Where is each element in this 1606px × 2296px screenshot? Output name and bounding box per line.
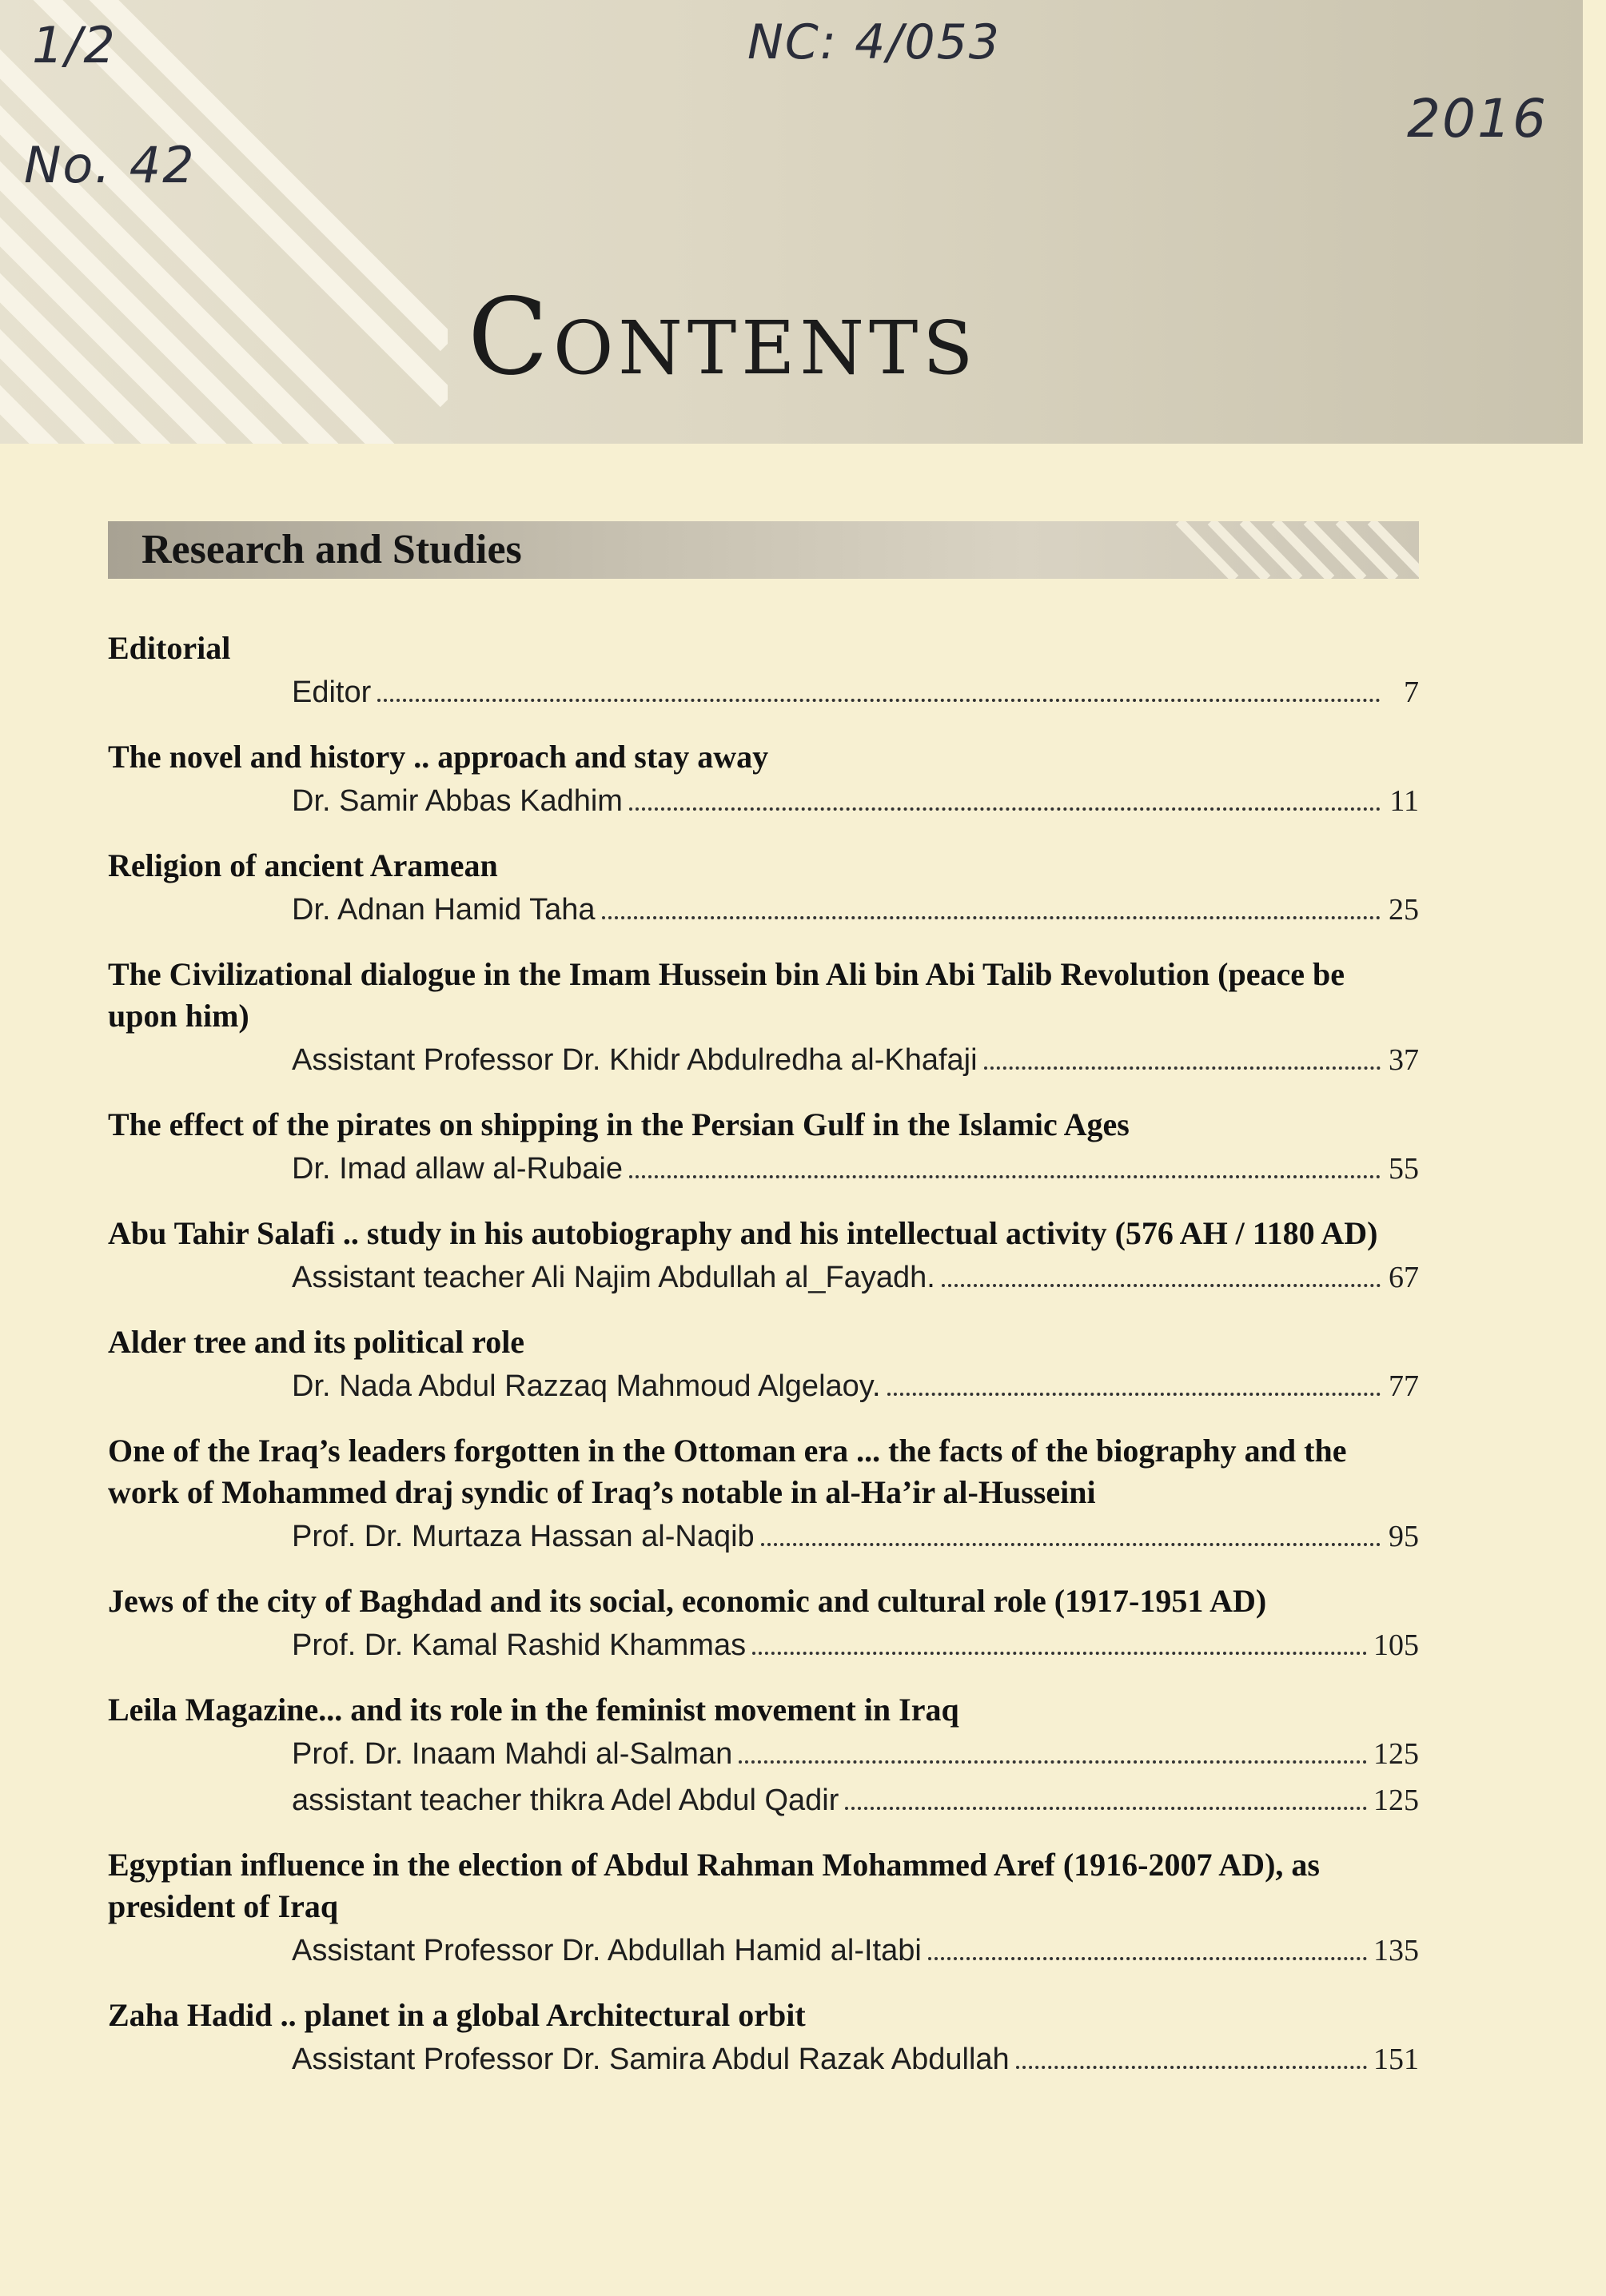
author-name: Prof. Dr. Murtaza Hassan al-Naqib: [292, 1520, 755, 1553]
page-number: 67: [1389, 1261, 1419, 1294]
dot-leader: [984, 1066, 1381, 1070]
section-title: Research and Studies: [141, 527, 522, 572]
author-name: Dr. Adnan Hamid Taha: [292, 893, 596, 927]
author-row: [108, 1622, 1419, 1668]
table-of-contents: [108, 628, 1419, 2103]
entry-title: Jews of the city of Baghdad and its social, economic and cultural role (1917-1951 AD): [108, 1583, 1267, 1619]
author-name: Assistant teacher Ali Najim Abdullah al_Fayadh.: [292, 1261, 935, 1294]
author-row: [108, 1363, 1419, 1409]
author-name: Assistant Professor Dr. Abdullah Hamid al-Itabi: [292, 1934, 922, 1967]
dot-leader: [629, 807, 1381, 811]
dot-leader: [602, 915, 1381, 919]
toc-entry: [108, 1104, 1419, 1192]
author-row: [108, 1927, 1419, 1974]
author-name: Dr. Samir Abbas Kadhim: [292, 784, 623, 818]
author-row: [108, 1254, 1419, 1301]
dot-leader: [761, 1542, 1381, 1546]
toc-entry: [108, 1430, 1419, 1560]
page-number: 55: [1389, 1152, 1419, 1186]
dot-leader: [629, 1174, 1381, 1178]
toc-entry: [108, 1995, 1419, 2083]
entry-title: The Civilizational dialogue in the Imam Hussein bin Ali bin Abi Talib Revolution (peace be upon him): [108, 956, 1345, 1034]
handwritten-nc-code: NC: 4/053: [747, 14, 1001, 70]
author-row: [108, 778, 1419, 824]
author-name: Dr. Imad allaw al-Rubaie: [292, 1152, 623, 1186]
dot-leader: [377, 698, 1381, 702]
entry-title: Egyptian influence in the election of Abdul Rahman Mohammed Aref (1916-2007 AD), as president of Iraq: [108, 1847, 1320, 1924]
entry-title: Alder tree and its political role: [108, 1324, 525, 1360]
dot-leader: [752, 1651, 1367, 1655]
handwritten-issue-number: No. 42: [24, 136, 196, 194]
toc-entry: [108, 736, 1419, 824]
section-header-bar: [108, 521, 1419, 579]
author-name: Prof. Dr. Inaam Mahdi al-Salman: [292, 1737, 733, 1771]
entry-title: Zaha Hadid .. planet in a global Architectural orbit: [108, 1997, 806, 2033]
author-row: [108, 887, 1419, 933]
author-row: [108, 1777, 1419, 1824]
author-name: Prof. Dr. Kamal Rashid Khammas: [292, 1628, 747, 1662]
handwritten-fraction: 1/2: [32, 16, 117, 74]
toc-entry: [108, 954, 1419, 1083]
page-number: 37: [1389, 1043, 1419, 1077]
toc-entry: [108, 845, 1419, 933]
entry-title: Leila Magazine... and its role in the feminist movement in Iraq: [108, 1692, 959, 1728]
author-row: [108, 1146, 1419, 1192]
author-row: [108, 1037, 1419, 1083]
author-name: Editor: [292, 676, 372, 709]
author-row: [108, 1731, 1419, 1777]
toc-entry: [108, 628, 1419, 716]
page-number: 125: [1373, 1737, 1419, 1771]
author-name: Assistant Professor Dr. Khidr Abdulredha al-Khafaji: [292, 1043, 978, 1077]
toc-entry: [108, 1844, 1419, 1974]
page-number: 25: [1389, 893, 1419, 927]
author-row: [108, 1513, 1419, 1560]
page-number: 7: [1404, 676, 1419, 709]
toc-entry: [108, 1321, 1419, 1409]
dot-leader: [845, 1806, 1367, 1810]
entry-title: One of the Iraq’s leaders forgotten in the Ottoman era ... the facts of the biography and the work of Mohammed draj syndic of Iraq’s notable in al-Ha’ir al-Husseini: [108, 1433, 1347, 1510]
author-name: Assistant Professor Dr. Samira Abdul Razak Abdullah: [292, 2043, 1010, 2076]
toc-entry: [108, 1689, 1419, 1824]
page-number: 105: [1373, 1628, 1419, 1662]
dot-leader: [1016, 2065, 1367, 2069]
section-stripes-decoration: [1163, 521, 1419, 579]
handwritten-year: 2016: [1407, 88, 1548, 149]
entry-title: Religion of ancient Aramean: [108, 847, 498, 883]
toc-entry: [108, 1580, 1419, 1668]
dot-leader: [928, 1956, 1367, 1960]
dot-leader: [887, 1392, 1381, 1396]
entry-title: The effect of the pirates on shipping in the Persian Gulf in the Islamic Ages: [108, 1106, 1130, 1142]
page-number: 151: [1373, 2043, 1419, 2076]
page-title: Contents: [468, 276, 978, 399]
author-name: assistant teacher thikra Adel Abdul Qadir: [292, 1784, 839, 1817]
page-number: 11: [1389, 784, 1419, 818]
author-name: Dr. Nada Abdul Razzaq Mahmoud Algelaoy.: [292, 1369, 881, 1403]
page-number: 77: [1389, 1369, 1419, 1403]
entry-title: Editorial: [108, 630, 231, 666]
entry-title: Abu Tahir Salafi .. study in his autobiography and his intellectual activity (576 AH / 1180 AD): [108, 1215, 1378, 1251]
page-number: 135: [1373, 1934, 1419, 1967]
page-number: 95: [1389, 1520, 1419, 1553]
entry-title: The novel and history .. approach and stay away: [108, 739, 769, 775]
toc-entry: [108, 1213, 1419, 1301]
page-number: 125: [1373, 1784, 1419, 1817]
dot-leader: [942, 1283, 1381, 1287]
dot-leader: [739, 1760, 1367, 1764]
author-row: [108, 2036, 1419, 2083]
header-band: [0, 0, 1583, 444]
author-row: [108, 669, 1419, 716]
